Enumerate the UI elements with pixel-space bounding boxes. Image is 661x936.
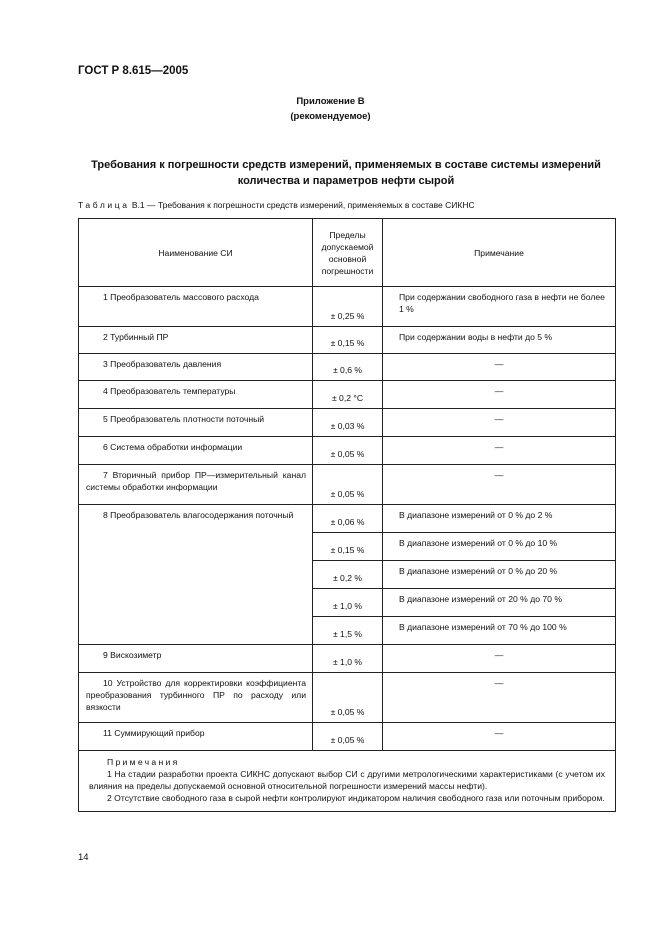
row-note: — [494,442,504,452]
row-note: При содержании воды в нефти до 5 % [383,327,616,354]
row-limit: ± 0,05 % [313,465,383,505]
row-name: 9 Вискозиметр [103,650,162,660]
table-row [79,673,616,723]
row-limit: ± 0,15 % [313,327,383,354]
table-row [79,437,616,465]
table-row [79,645,616,673]
table-row [79,505,616,533]
page-title-line-1: Требования к погрешности средств измерений, применяемых в составе системы измерений [91,159,601,171]
table-row [79,723,616,751]
note-item: 1 На стадии разработки проекта СИКНС допускают выбор СИ с другими метрологическими характеристиками (с учетом их влияния на пределы допускаемой основной относительной погрешности измерений массы нефти). [89,769,605,791]
row-note: — [494,650,504,660]
row-limit: ± 0,2 °С [313,381,383,409]
page-title [78,157,614,189]
row-limit: ± 0,05 % [313,437,383,465]
header-limits: Пределы допускаемой основной погрешности [313,219,383,287]
row-note: В диапазоне измерений от 0 % до 20 % [383,561,616,589]
table-row [79,409,616,437]
row-limit: ± 0,05 % [313,673,383,723]
table-caption-text: В.1 — Требования к погрешности средств измерений, применяемых в составе СИКНС [131,200,475,210]
header-note: Примечание [383,219,616,287]
row-limit: ± 1,0 % [313,589,383,617]
page-number: 14 [78,852,89,863]
table-notes-row [79,751,616,812]
row-note: — [494,728,504,738]
table-row [79,465,616,505]
notes-title: Примечания [107,757,180,767]
row-note: В диапазоне измерений от 20 % до 70 % [383,589,616,617]
table-notes [79,751,616,812]
row-name: 11 Суммирующий прибор [103,728,205,738]
table-header-row [79,219,616,287]
row-name: 7 Вторичный прибор ПР—измерительный канал системы обработки информации [86,470,306,492]
row-name: 2 Турбинный ПР [103,332,169,342]
row-note: — [494,386,504,396]
row-note: — [494,414,504,424]
appendix-subtitle: (рекомендуемое) [290,111,371,122]
row-name: 5 Преобразователь плотности поточный [103,414,265,424]
row-note: В диапазоне измерений от 0 % до 10 % [383,533,616,561]
row-name: 1 Преобразователь массового расхода [103,292,259,302]
row-limit: ± 1,5 % [313,617,383,645]
row-limit: ± 0,05 % [313,723,383,751]
row-name: 4 Преобразователь температуры [103,386,236,396]
table-caption [78,200,475,210]
row-limit: ± 0,6 % [313,354,383,381]
table-row [79,354,616,381]
row-limit: ± 0,06 % [313,505,383,533]
row-limit: ± 0,03 % [313,409,383,437]
row-note: — [494,470,504,480]
row-limit: ± 0,15 % [313,533,383,561]
table-row [79,287,616,327]
row-note: В диапазоне измерений от 70 % до 100 % [383,617,616,645]
row-name: 3 Преобразователь давления [103,359,222,369]
table-row [79,327,616,354]
appendix-title: Приложение В [296,96,365,107]
row-name: 10 Устройство для корректировки коэффициента преобразования турбинного ПР по расходу или вязкости [86,678,306,712]
row-note: При содержании свободного газа в нефти не более 1 % [383,287,616,327]
header-name: Наименование СИ [79,219,313,287]
row-note: — [494,678,504,688]
note-item: 2 Отсутствие свободного газа в сырой нефти контролируют индикатором наличия свободного газа или поточным прибором. [107,793,605,803]
row-limit: ± 0,2 % [313,561,383,589]
table-caption-word: Таблица [78,200,130,210]
page-title-line-2: количества и параметров нефти сырой [237,175,455,187]
row-name: 6 Система обработки информации [103,442,243,452]
requirements-table [78,218,616,812]
row-note: — [494,359,504,369]
row-limit: ± 0,25 % [313,287,383,327]
row-limit: ± 1,0 % [313,645,383,673]
document-code: ГОСТ Р 8.615—2005 [78,65,189,77]
table-row [79,381,616,409]
row-note: В диапазоне измерений от 0 % до 2 % [383,505,616,533]
row-name: 8 Преобразователь влагосодержания поточный [103,510,294,520]
appendix-heading [0,94,661,124]
